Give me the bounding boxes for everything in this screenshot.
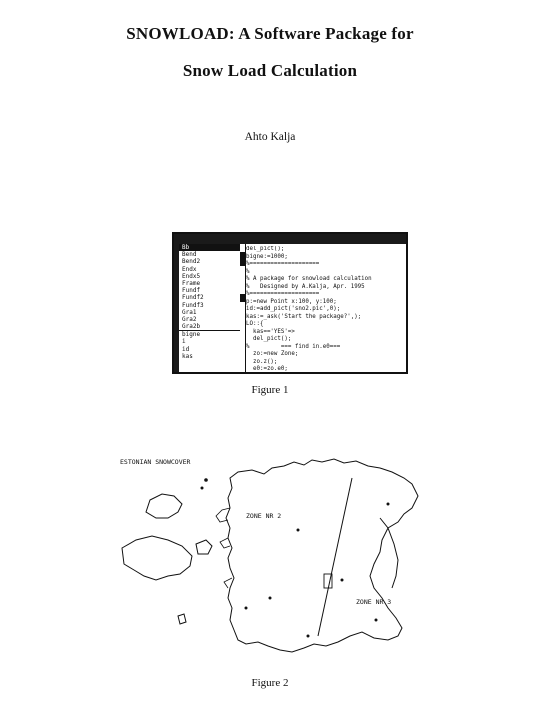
code-line: bigne:=1000; bbox=[246, 253, 288, 260]
station-point bbox=[201, 487, 204, 490]
figure2-caption: Figure 2 bbox=[251, 677, 289, 689]
code-line: e0:=zo.e0; bbox=[246, 366, 288, 372]
list-item[interactable]: Gra2 bbox=[182, 315, 197, 323]
list-item[interactable]: Bend bbox=[182, 251, 197, 259]
figure1-screenshot bbox=[172, 232, 408, 374]
paper-title-line2: Snow Load Calculation bbox=[182, 61, 358, 80]
mainland-coastline bbox=[226, 459, 418, 652]
zone-nr3-label: ZONE NR 3 bbox=[356, 598, 392, 606]
code-line: % bbox=[246, 268, 250, 275]
zone-divider-line bbox=[318, 478, 352, 636]
code-line: kas=='YES'=> bbox=[246, 328, 295, 335]
station-point bbox=[297, 529, 300, 532]
station-point bbox=[269, 597, 272, 600]
list-item[interactable]: i bbox=[182, 338, 186, 346]
code-line: del_pict(); bbox=[246, 246, 285, 252]
list-item[interactable]: kas bbox=[182, 352, 193, 360]
code-line: del_pict(); bbox=[246, 336, 292, 342]
zone-nr2-label: ZONE NR 2 bbox=[246, 512, 282, 520]
code-line: zo:=new Zone; bbox=[246, 351, 299, 357]
station-point bbox=[387, 503, 390, 506]
code-line: kas:=_ask('Start the package?',); bbox=[246, 313, 362, 320]
scroll-thumb[interactable] bbox=[240, 252, 245, 266]
code-line: LO::{ bbox=[246, 321, 264, 327]
figure1-caption: Figure 1 bbox=[251, 384, 289, 396]
author-name: Ahto Kalja bbox=[244, 131, 296, 143]
small-islet bbox=[178, 614, 186, 624]
islet-dot bbox=[204, 478, 208, 482]
list-item[interactable]: Fundf bbox=[182, 287, 201, 295]
list-item[interactable]: Gra1 bbox=[182, 308, 197, 316]
list-item[interactable]: Endx5 bbox=[182, 272, 201, 280]
code-line: %==================== bbox=[246, 291, 320, 297]
code-line: zo.z(); bbox=[246, 358, 278, 365]
list-item[interactable]: Frame bbox=[182, 279, 201, 287]
code-line: p:=new Point x:100, y:100; bbox=[246, 298, 337, 305]
code-editor[interactable] bbox=[246, 246, 404, 372]
muhu-island bbox=[196, 540, 212, 554]
scroll-marker bbox=[240, 294, 245, 302]
station-point bbox=[307, 635, 310, 638]
station-point bbox=[341, 579, 344, 582]
estonia-map-drawing bbox=[112, 448, 428, 670]
list-item[interactable]: Endx bbox=[182, 265, 197, 273]
code-line: % A package for snowload calculation bbox=[246, 276, 372, 282]
code-line: %==================== bbox=[246, 261, 320, 267]
list-item[interactable]: Fundf3 bbox=[182, 301, 204, 309]
figure2-map bbox=[112, 448, 428, 670]
code-line: id:=add_pict('sno2.pic',0); bbox=[246, 306, 341, 312]
list-item[interactable]: Fundf2 bbox=[182, 294, 204, 302]
code-line: % Designed by A.Kalja, Apr. 1995 bbox=[246, 283, 365, 290]
station-point bbox=[245, 607, 248, 610]
paper-title-line1: SNOWLOAD: A Software Package for bbox=[126, 24, 414, 43]
list-item[interactable]: id bbox=[182, 345, 190, 353]
list-item[interactable]: Gra2b bbox=[182, 323, 201, 331]
station-point bbox=[375, 619, 378, 622]
list-item[interactable]: Bend2 bbox=[182, 258, 201, 266]
list-item[interactable]: Bb bbox=[179, 244, 240, 251]
map-title: ESTONIAN SNOWCOVER bbox=[120, 458, 191, 466]
list-item[interactable]: bigne bbox=[182, 331, 201, 339]
code-line: % === find in.e0=== bbox=[246, 343, 341, 350]
east-border-lake bbox=[380, 518, 398, 588]
saaremaa-island bbox=[122, 536, 192, 580]
hiiumaa-island bbox=[146, 494, 182, 518]
identifier-list[interactable] bbox=[179, 244, 242, 372]
window-titlebar bbox=[174, 234, 406, 244]
